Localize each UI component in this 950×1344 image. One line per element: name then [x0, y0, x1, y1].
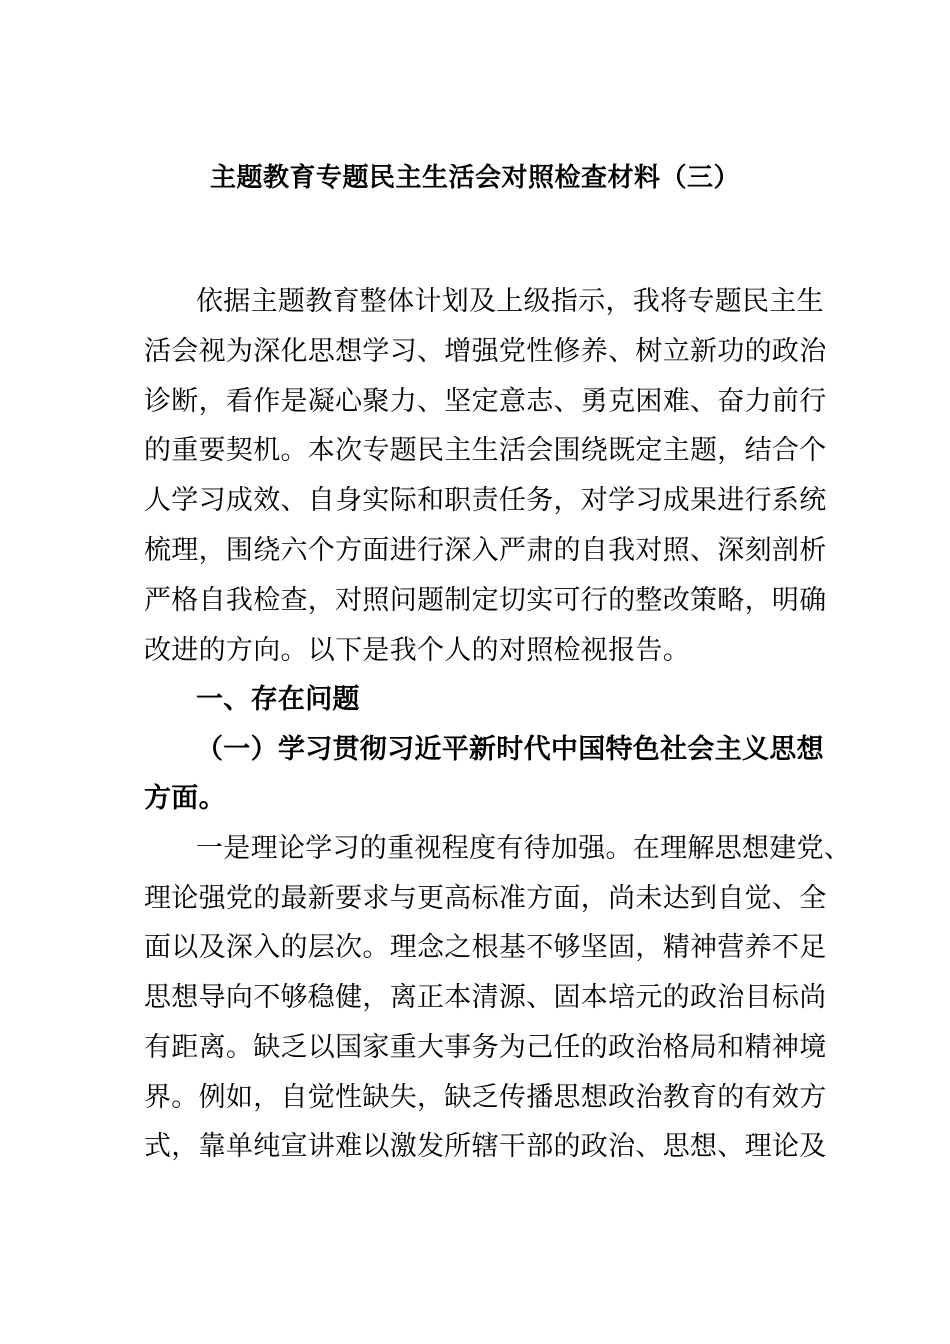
paragraph-line: 人学习成效、自身实际和职责任务，对学习成果进行系统 [144, 485, 827, 516]
paragraph-line: 界。例如，自觉性缺失，缺乏传播思想政治教育的有效方 [144, 1082, 827, 1113]
paragraph-line: 有距离。缺乏以国家重大事务为己任的政治格局和精神境 [144, 1032, 827, 1063]
paragraph-line: 一是理论学习的重视程度有待加强。在理解思想建党、 [196, 833, 852, 864]
paragraph-line: 思想导向不够稳健，离正本清源、固本培元的政治目标尚 [144, 982, 827, 1013]
subsection-heading-continued: 方面。 [144, 783, 226, 814]
paragraph-line: 依据主题教育整体计划及上级指示，我将专题民主生 [196, 286, 824, 317]
paragraph-line: 的重要契机。本次专题民主生活会围绕既定主题，结合个 [144, 435, 827, 466]
paragraph-line: 理论强党的最新要求与更高标准方面，尚未达到自觉、全 [144, 883, 827, 914]
paragraph-line: 梳理，围绕六个方面进行深入严肃的自我对照、深刻剖析 [144, 535, 827, 566]
subsection-heading: （一）学习贯彻习近平新时代中国特色社会主义思想 [196, 734, 824, 765]
paragraph-line: 严格自我检查，对照问题制定切实可行的整改策略，明确 [144, 585, 827, 616]
paragraph-line: 活会视为深化思想学习、增强党性修养、树立新功的政治 [144, 336, 827, 367]
paragraph-line: 式，靠单纯宣讲难以激发所辖干部的政治、思想、理论及 [144, 1131, 827, 1162]
document-title: 主题教育专题民主生活会对照检查材料（三） [209, 163, 740, 193]
paragraph-line: 诊断，看作是凝心聚力、坚定意志、勇克困难、奋力前行 [144, 386, 827, 417]
paragraph-line: 改进的方向。以下是我个人的对照检视报告。 [144, 635, 690, 666]
section-heading: 一、存在问题 [196, 684, 360, 715]
paragraph-line: 面以及深入的层次。理念之根基不够坚固，精神营养不足 [144, 932, 827, 963]
